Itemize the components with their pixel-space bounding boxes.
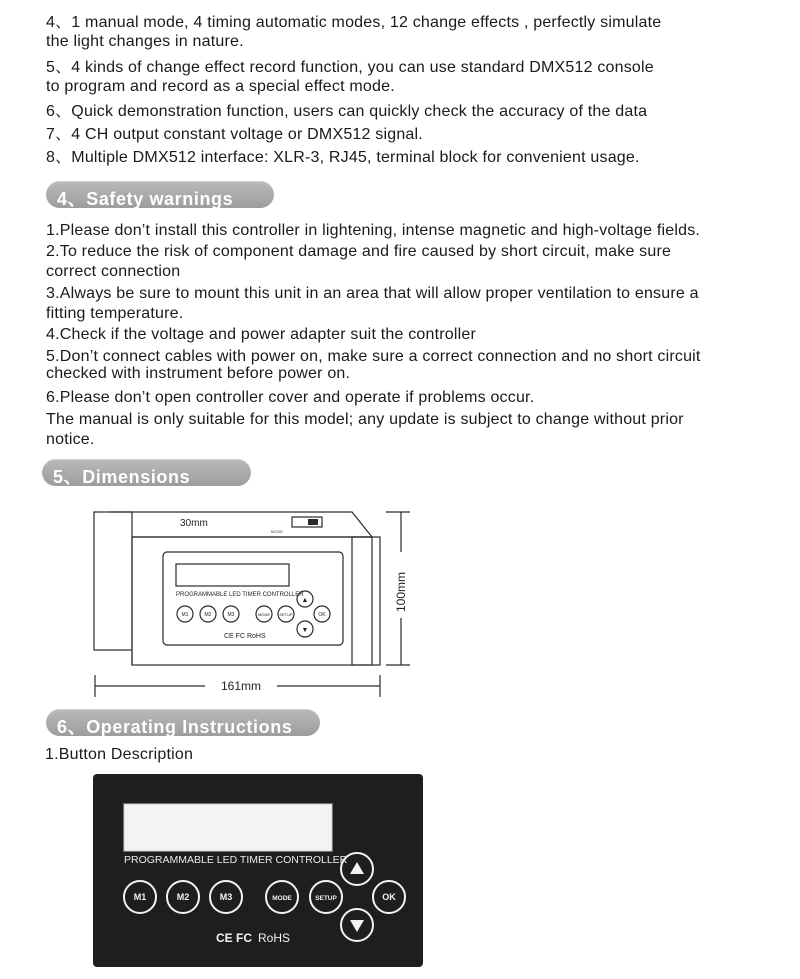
safety-6-line1: 6.Please don’t open controller cover and operate if problems occur.: [46, 389, 535, 406]
label-mode: MODE: [272, 895, 292, 902]
feature-4-line2: the light changes in nature.: [46, 33, 244, 50]
safety-5: [46, 347, 701, 383]
feature-5-line2: to program and record as a special effect mode.: [46, 78, 395, 95]
safety-5-line2: checked with instrument before power on.: [46, 365, 351, 382]
safety-4: [46, 325, 476, 344]
control-panel-graphic: [93, 774, 423, 967]
housing-right-block: [352, 537, 380, 665]
depth-label: 30mm: [180, 518, 208, 529]
label-m2: M2: [176, 892, 190, 902]
safety-5-line1: 5.Don’t connect cables with power on, make sure a correct connection and no short circuit: [46, 348, 701, 365]
rohs-mark: RoHS: [258, 931, 291, 945]
drawing-label-m3: M3: [227, 612, 235, 618]
control-panel: [93, 774, 423, 967]
label-setup: SETUP: [315, 895, 337, 902]
safety-3-line1: 3.Always be sure to mount this unit in an area that will allow proper ventilation to ensure a: [46, 285, 699, 302]
drawing-label-mode: MODE: [258, 612, 270, 617]
drawing-certifications: CE FC RoHS: [224, 633, 266, 640]
section-title-operating: 6、Operating Instructions: [57, 717, 293, 737]
section-title-dimensions: 5、Dimensions: [53, 467, 191, 487]
drawing-panel: [163, 552, 343, 645]
feature-6-line1: 6、Quick demonstration function, users can quickly check the accuracy of the data: [46, 103, 648, 120]
safety-4-line1: 4.Check if the voltage and power adapter suit the controller: [46, 326, 477, 343]
safety-1: [46, 221, 700, 240]
drawing-up-icon: ▲: [301, 597, 309, 604]
safety-1-line1: 1.Please don’t install this controller in lightening, intense magnetic and high-voltage fields.: [46, 222, 701, 239]
safety-3-line2: fitting temperature.: [46, 305, 184, 322]
drawing-down-icon: ▼: [301, 627, 309, 634]
label-m1: M1: [133, 892, 147, 902]
safety-3: [46, 284, 699, 323]
section-heading-safety: [46, 181, 274, 208]
feature-8-line1: 8、Multiple DMX512 interface: XLR-3, RJ45, terminal block for convenient usage.: [46, 149, 640, 166]
feature-5: [46, 58, 654, 96]
safety-note-line2: notice.: [46, 431, 95, 448]
drawing-label-m2: M2: [204, 612, 212, 618]
section-heading-dimensions: [42, 459, 251, 486]
fc-mark: FC: [236, 931, 252, 945]
width-label: 161mm: [220, 679, 262, 693]
housing-left-block: [94, 512, 132, 650]
feature-8: [46, 148, 640, 167]
safety-6: [46, 388, 534, 407]
drawing-panel-title: PROGRAMMABLE LED TIMER CONTROLLER: [176, 592, 304, 598]
height-label: 100mm: [394, 571, 408, 612]
safety-2: [46, 242, 671, 281]
housing-top: [110, 512, 372, 537]
safety-note: [46, 410, 684, 449]
section-heading-operating: [46, 709, 320, 736]
feature-4: [46, 13, 661, 51]
feature-7-line1: 7、4 CH output constant voltage or DMX512 signal.: [46, 126, 423, 143]
label-ok: OK: [382, 892, 396, 902]
label-m3: M3: [219, 892, 233, 902]
drawing-lcd: [176, 564, 289, 586]
housing-front: [132, 537, 372, 665]
drawing-label-m1: M1: [181, 612, 189, 618]
drawing-label-ok: OK: [318, 612, 326, 618]
section-title-safety: 4、Safety warnings: [57, 189, 234, 209]
safety-2-line2: correct connection: [46, 263, 181, 280]
feature-6: [46, 102, 647, 121]
feature-4-line1: 4、1 manual mode, 4 timing automatic modes, 12 change effects , perfectly simulate: [46, 14, 662, 31]
feature-5-line1: 5、4 kinds of change effect record function, you can use standard DMX512 console: [46, 59, 654, 76]
down-arrow-icon: [350, 920, 364, 932]
ce-mark: CE: [216, 931, 233, 945]
panel-title: PROGRAMMABLE LED TIMER CONTROLLER: [124, 854, 348, 866]
button-description-heading: 1.Button Description: [45, 746, 194, 763]
top-mode-label: MODE: [271, 529, 283, 534]
safety-note-line1: The manual is only suitable for this model; any update is subject to change without prior: [46, 411, 684, 428]
lcd-display: [124, 804, 332, 851]
safety-2-line1: 2.To reduce the risk of component damage and fire caused by short circuit, make sure: [46, 243, 672, 260]
dimension-drawing: [80, 500, 420, 700]
up-arrow-icon: [350, 862, 364, 874]
drawing-label-setup: SETUP: [279, 612, 293, 617]
feature-7: [46, 125, 423, 144]
